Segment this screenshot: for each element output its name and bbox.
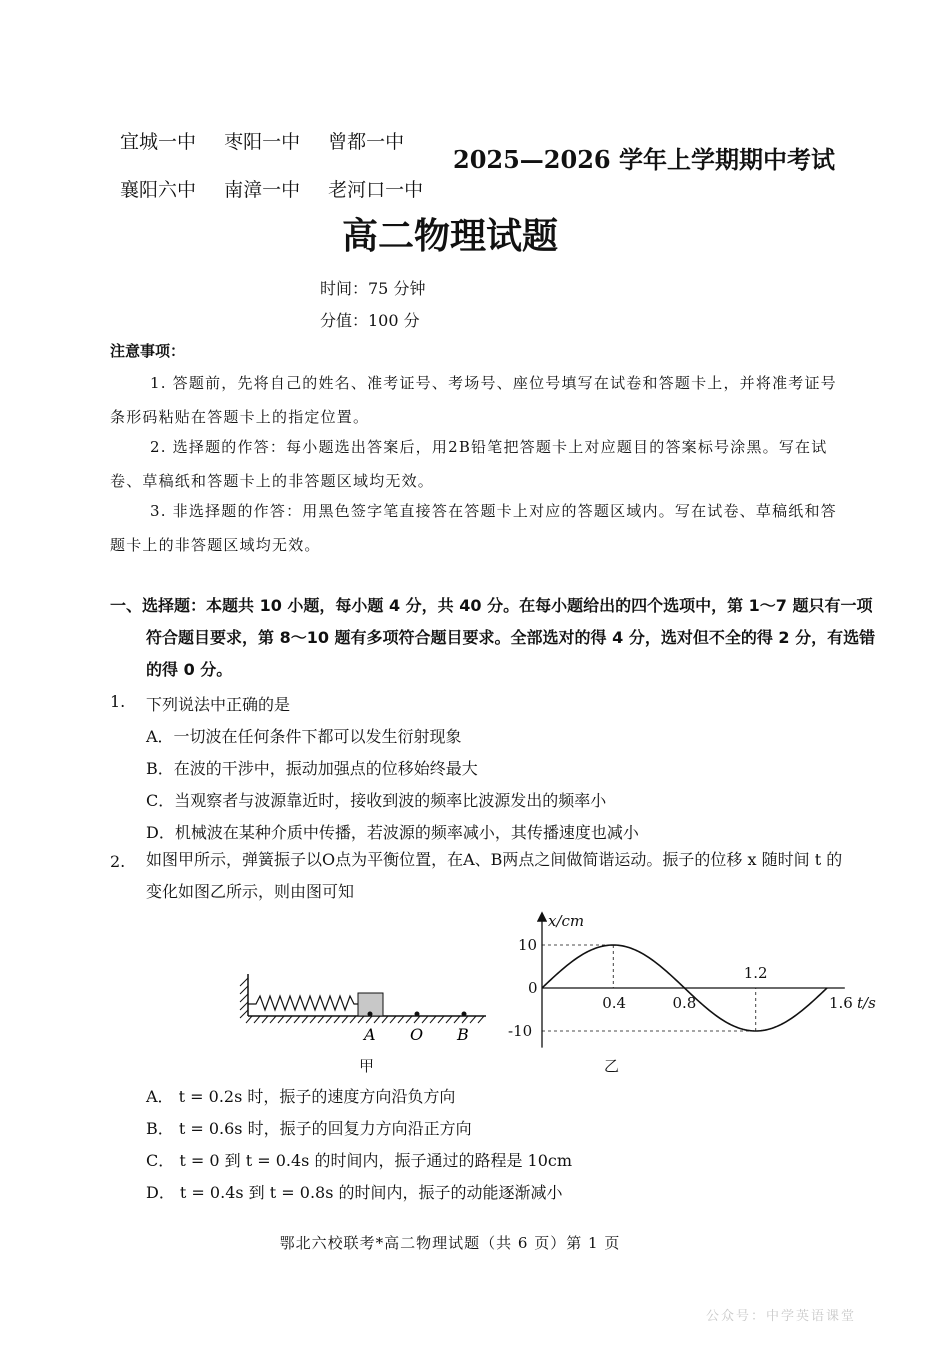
page-footer: 鄂北六校联考*高二物理试题（共 6 页）第 1 页 (279, 1234, 621, 1252)
x-tick-label: 0.4 (602, 994, 627, 1012)
school-name: 枣阳一中 (224, 131, 301, 153)
notice-item-3: 3. 非选择题的作答：用黑色签字笔直接答在答题卡上对应的答题区域内。写在试卷、草稿纸和答题卡上的非答题区域均无效。 (110, 502, 837, 554)
y-axis-label: x/cm (548, 912, 585, 930)
ground-hatching (246, 1016, 484, 1023)
school-row-2 (120, 166, 445, 214)
point-o-label: O (410, 1025, 424, 1044)
option-a: A． t = 0.2s 时，振子的速度方向沿负方向 (146, 1087, 456, 1106)
page-title: 高二物理试题 (341, 216, 558, 257)
notice-heading: 注意事项： (110, 342, 186, 360)
option-a: A．一切波在任何条件下都可以发生衍射现象 (146, 727, 462, 746)
displacement-time-graph (500, 908, 876, 1058)
option-d: D．机械波在某种介质中传播，若波源的频率减小，其传播速度也减小 (146, 823, 639, 842)
wall-hatching (240, 978, 248, 1018)
graph-axes (542, 914, 845, 1048)
question-number: 2. (110, 852, 126, 871)
point-a-label: A (364, 1025, 376, 1044)
section-instructions: 一、选择题：本题共 10 小题，每小题 4 分，共 40 分。在每小题给出的四个选项中，第 1～7 题只有一项符合题目要求，第 8～10 题有多项符合题目要求。全部选对的得 4 分，选对但不全的得 2 分，有选错的得 0 分。 (110, 596, 876, 679)
school-name: 老河口一中 (328, 179, 424, 201)
watermark: 公众号：中学英语课堂 (706, 1309, 857, 1324)
point-b-label: B (457, 1025, 469, 1044)
x-tick-label: 0.8 (672, 994, 697, 1012)
question-stem: 如图甲所示，弹簧振子以O点为平衡位置，在A、B两点之间做简谐运动。振子的位移 x 随时间 t 的变化如图乙所示，则由图可知 (146, 850, 843, 901)
question-stem: 下列说法中正确的是 (146, 695, 291, 714)
point-o-marker (415, 1012, 420, 1017)
x-axis-label: t/s (857, 994, 876, 1012)
school-name: 南漳一中 (224, 179, 301, 201)
y-tick-label: -10 (508, 1022, 533, 1040)
school-row-1 (120, 118, 445, 166)
school-name: 襄阳六中 (120, 179, 197, 201)
option-b: B． t = 0.6s 时，振子的回复力方向沿正方向 (146, 1119, 472, 1138)
x-tick-label: 1.2 (743, 964, 768, 982)
option-d: D． t = 0.4s 到 t = 0.8s 的时间内，振子的动能逐渐减小 (146, 1183, 563, 1202)
y-tick-label: 10 (518, 936, 538, 954)
option-b: B．在波的干涉中，振动加强点的位移始终最大 (146, 759, 478, 778)
notice-item-2: 2. 选择题的作答：每小题选出答案后，用2B铅笔把答题卡上对应题目的答案标号涂黑。写在试卷、草稿纸和答题卡上的非答题区域均无效。 (110, 438, 828, 490)
school-name: 曾都一中 (328, 131, 405, 153)
graph-labels (508, 912, 876, 1040)
y-tick-label: 0 (528, 979, 538, 997)
notice-item-1: 1. 答题前，先将自己的姓名、准考证号、考场号、座位号填写在试卷和答题卡上，并将准考证号条形码粘贴在答题卡上的指定位置。 (110, 374, 837, 426)
x-tick-label: 1.6 (829, 994, 853, 1012)
exam-title: 2025—2026 学年上学期期中考试 (453, 145, 835, 174)
option-c: C．当观察者与波源靠近时，接收到波的频率比波源发出的频率小 (146, 791, 607, 810)
exam-time: 时间：75 分钟 (320, 279, 426, 298)
school-name: 宜城一中 (120, 131, 197, 153)
figure-jia-label: 甲 (359, 1057, 375, 1075)
point-b-marker (462, 1012, 467, 1017)
spring-oscillator-figure (236, 966, 492, 1052)
figure-yi-label: 乙 (604, 1057, 620, 1075)
point-a-marker (368, 1012, 373, 1017)
exam-score: 分值：100 分 (320, 311, 420, 330)
question-number: 1. (110, 692, 126, 711)
option-c: C． t = 0 到 t = 0.4s 的时间内，振子通过的路程是 10cm (146, 1151, 573, 1170)
spring (248, 996, 358, 1010)
school-list (120, 118, 445, 214)
